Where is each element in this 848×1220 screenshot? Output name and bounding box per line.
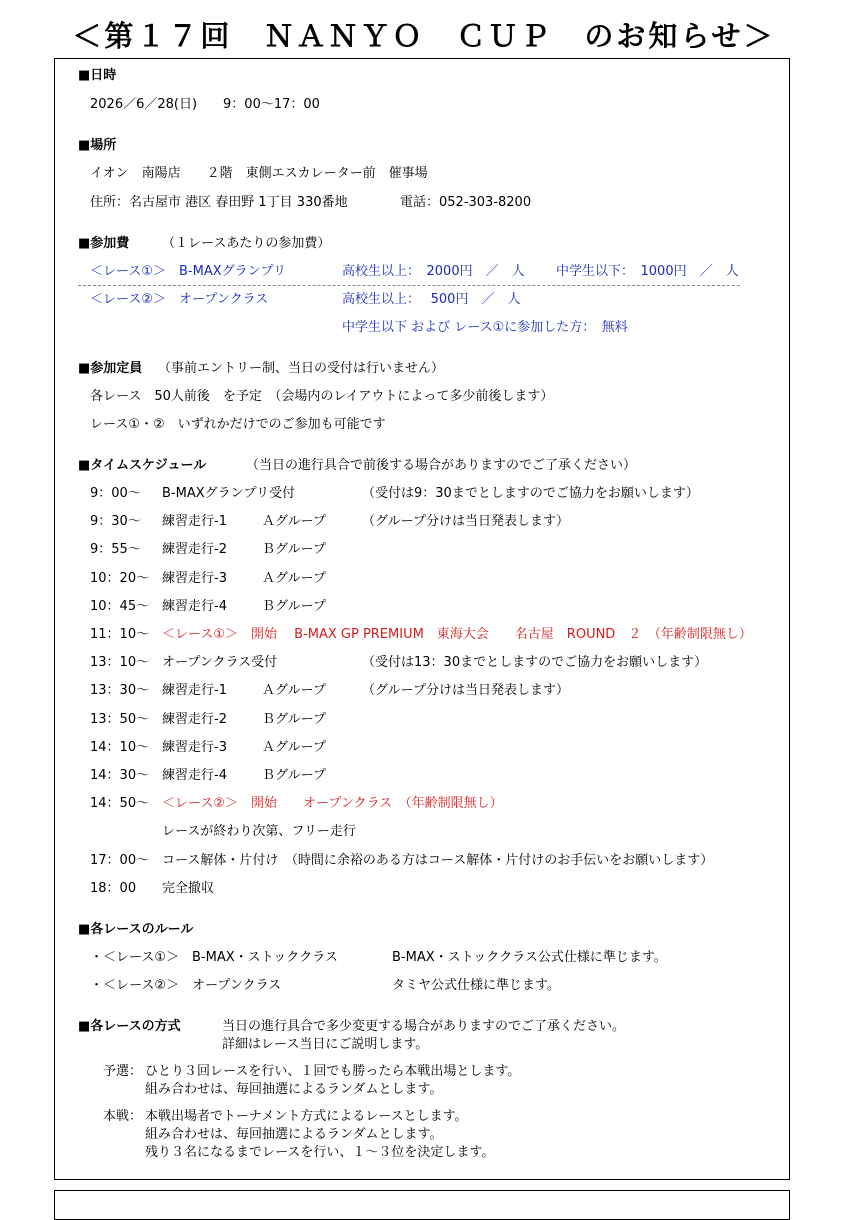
fee-race2-high: 高校生以上： 500円 ／ 人 <box>342 292 521 307</box>
fee-race1-junior: 中学生以下： 1000円 ／ 人 <box>556 264 739 279</box>
schedule-item: 練習走行-2 <box>162 712 227 727</box>
format-note2: 詳細はレース当日にご説明します。 <box>222 1037 429 1052</box>
schedule-group: Ａグループ <box>262 740 326 755</box>
schedule-group: Ａグループ <box>262 571 326 586</box>
fee-heading: ■参加費 <box>78 236 130 251</box>
schedule-item: 完全撤収 <box>162 881 215 896</box>
final-line: 本戦出場者でトーナメント方式によるレースとします。 <box>145 1109 468 1124</box>
fee-race2-junior: 中学生以下 および レース①に参加した方： 無料 <box>342 320 628 335</box>
schedule-item: ＜レース①＞ 開始 B-MAX GP PREMIUM 東海大会 名古屋 ROUND ２ （年齢制限無し） <box>162 627 752 642</box>
rules-race1-rule: B-MAX・ストッククラス公式仕様に準じます。 <box>392 950 667 965</box>
schedule-note-text: （受付は9：30までとしますのでご協力をお願いします） <box>362 486 699 501</box>
schedule-item: レースが終わり次第、フリー走行 <box>162 824 356 839</box>
schedule-time: 9：55〜 <box>90 542 141 557</box>
rules-race2-rule: タミヤ公式仕様に準じます。 <box>392 978 560 993</box>
schedule-time: 14：30〜 <box>90 768 150 783</box>
venue-address: 住所：名古屋市 港区 春田野 1丁目 330番地 <box>90 195 348 210</box>
schedule-item: オープンクラス受付 <box>162 655 278 670</box>
capacity-line2: レース①・② いずれかだけでのご参加も可能です <box>90 417 386 432</box>
datetime-heading: ■日時 <box>78 68 117 83</box>
prelim-line: 組み合わせは、毎回抽選によるランダムとします。 <box>145 1082 443 1097</box>
format-heading: ■各レースの方式 <box>78 1019 181 1034</box>
rules-race1-label: ・＜レース①＞ B-MAX・ストッククラス <box>90 950 338 965</box>
schedule-time: 13：30〜 <box>90 683 150 698</box>
next-section-frame <box>54 1190 790 1220</box>
schedule-item: ＜レース②＞ 開始 オープンクラス （年齢制限無し） <box>162 796 503 811</box>
schedule-note-text: （受付は13：30までとしますのでご協力をお願いします） <box>362 655 708 670</box>
page-title: ＜第１７回 ＮＡＮＹＯ ＣＵＰ のお知らせ＞ <box>72 19 776 53</box>
schedule-heading: ■タイムスケジュール <box>78 458 207 473</box>
schedule-time: 10：45〜 <box>90 599 150 614</box>
prelim-line: ひとり３回レースを行い、１回でも勝ったら本戦出場とします。 <box>145 1064 521 1079</box>
schedule-item: B-MAXグランプリ受付 <box>162 486 296 501</box>
schedule-time: 11：10〜 <box>90 627 150 642</box>
format-note1: 当日の進行具合で多少変更する場合がありますのでご了承ください。 <box>222 1019 626 1034</box>
schedule-item: 練習走行-1 <box>162 514 227 529</box>
schedule-time: 17：00〜 <box>90 853 150 868</box>
capacity-note: （事前エントリー制、当日の受付は行いません） <box>158 361 445 376</box>
schedule-time: 9：30〜 <box>90 514 141 529</box>
schedule-item: 練習走行-4 <box>162 599 227 614</box>
schedule-note-text: （グループ分けは当日発表します） <box>362 683 569 698</box>
schedule-time: 13：10〜 <box>90 655 150 670</box>
prelim-label: 予選： <box>103 1064 143 1079</box>
schedule-group: Ａグループ <box>262 514 326 529</box>
rules-heading: ■各レースのルール <box>78 922 194 937</box>
schedule-time: 18：00 <box>90 881 137 896</box>
datetime-value: 2026／6／28(日) 9：00〜17：00 <box>90 97 320 112</box>
venue-phone: 電話：052-303-8200 <box>400 195 532 210</box>
schedule-time: 9：00〜 <box>90 486 141 501</box>
final-line: 組み合わせは、毎回抽選によるランダムとします。 <box>145 1127 443 1142</box>
fee-race1-label: ＜レース①＞ B-MAXグランプリ <box>90 264 287 279</box>
final-line: 残り３名になるまでレースを行い、１〜３位を決定します。 <box>145 1145 495 1160</box>
schedule-time: 14：10〜 <box>90 740 150 755</box>
schedule-time: 13：50〜 <box>90 712 150 727</box>
schedule-item: 練習走行-1 <box>162 683 227 698</box>
schedule-item: コース解体・片付け （時間に余裕のある方はコース解体・片付けのお手伝いをお願いします） <box>162 853 714 868</box>
venue-heading: ■場所 <box>78 138 117 153</box>
schedule-group: Ａグループ <box>262 683 326 698</box>
fee-note: （１レースあたりの参加費） <box>162 236 331 251</box>
schedule-item: 練習走行-3 <box>162 571 227 586</box>
schedule-group: Ｂグループ <box>262 712 326 727</box>
capacity-heading: ■参加定員 <box>78 361 143 376</box>
schedule-item: 練習走行-2 <box>162 542 227 557</box>
schedule-note: （当日の進行具合で前後する場合がありますのでご了承ください） <box>246 458 637 473</box>
fee-race2-label: ＜レース②＞ オープンクラス <box>90 292 269 307</box>
final-label: 本戦： <box>103 1109 143 1124</box>
rules-race2-label: ・＜レース②＞ オープンクラス <box>90 978 282 993</box>
schedule-note-text: （グループ分けは当日発表します） <box>362 514 569 529</box>
capacity-line1: 各レース 50人前後 を予定 （会場内のレイアウトによって多少前後します） <box>90 389 554 404</box>
fee-race1-high: 高校生以上： 2000円 ／ 人 <box>342 264 525 279</box>
schedule-group: Ｂグループ <box>262 768 326 783</box>
schedule-time: 10：20〜 <box>90 571 150 586</box>
fee-divider <box>78 285 740 286</box>
schedule-group: Ｂグループ <box>262 542 326 557</box>
schedule-item: 練習走行-4 <box>162 768 227 783</box>
schedule-group: Ｂグループ <box>262 599 326 614</box>
venue-place: イオン 南陽店 ２階 東側エスカレーター前 催事場 <box>90 166 428 181</box>
schedule-item: 練習走行-3 <box>162 740 227 755</box>
schedule-time: 14：50〜 <box>90 796 150 811</box>
notice-frame <box>54 58 790 1180</box>
